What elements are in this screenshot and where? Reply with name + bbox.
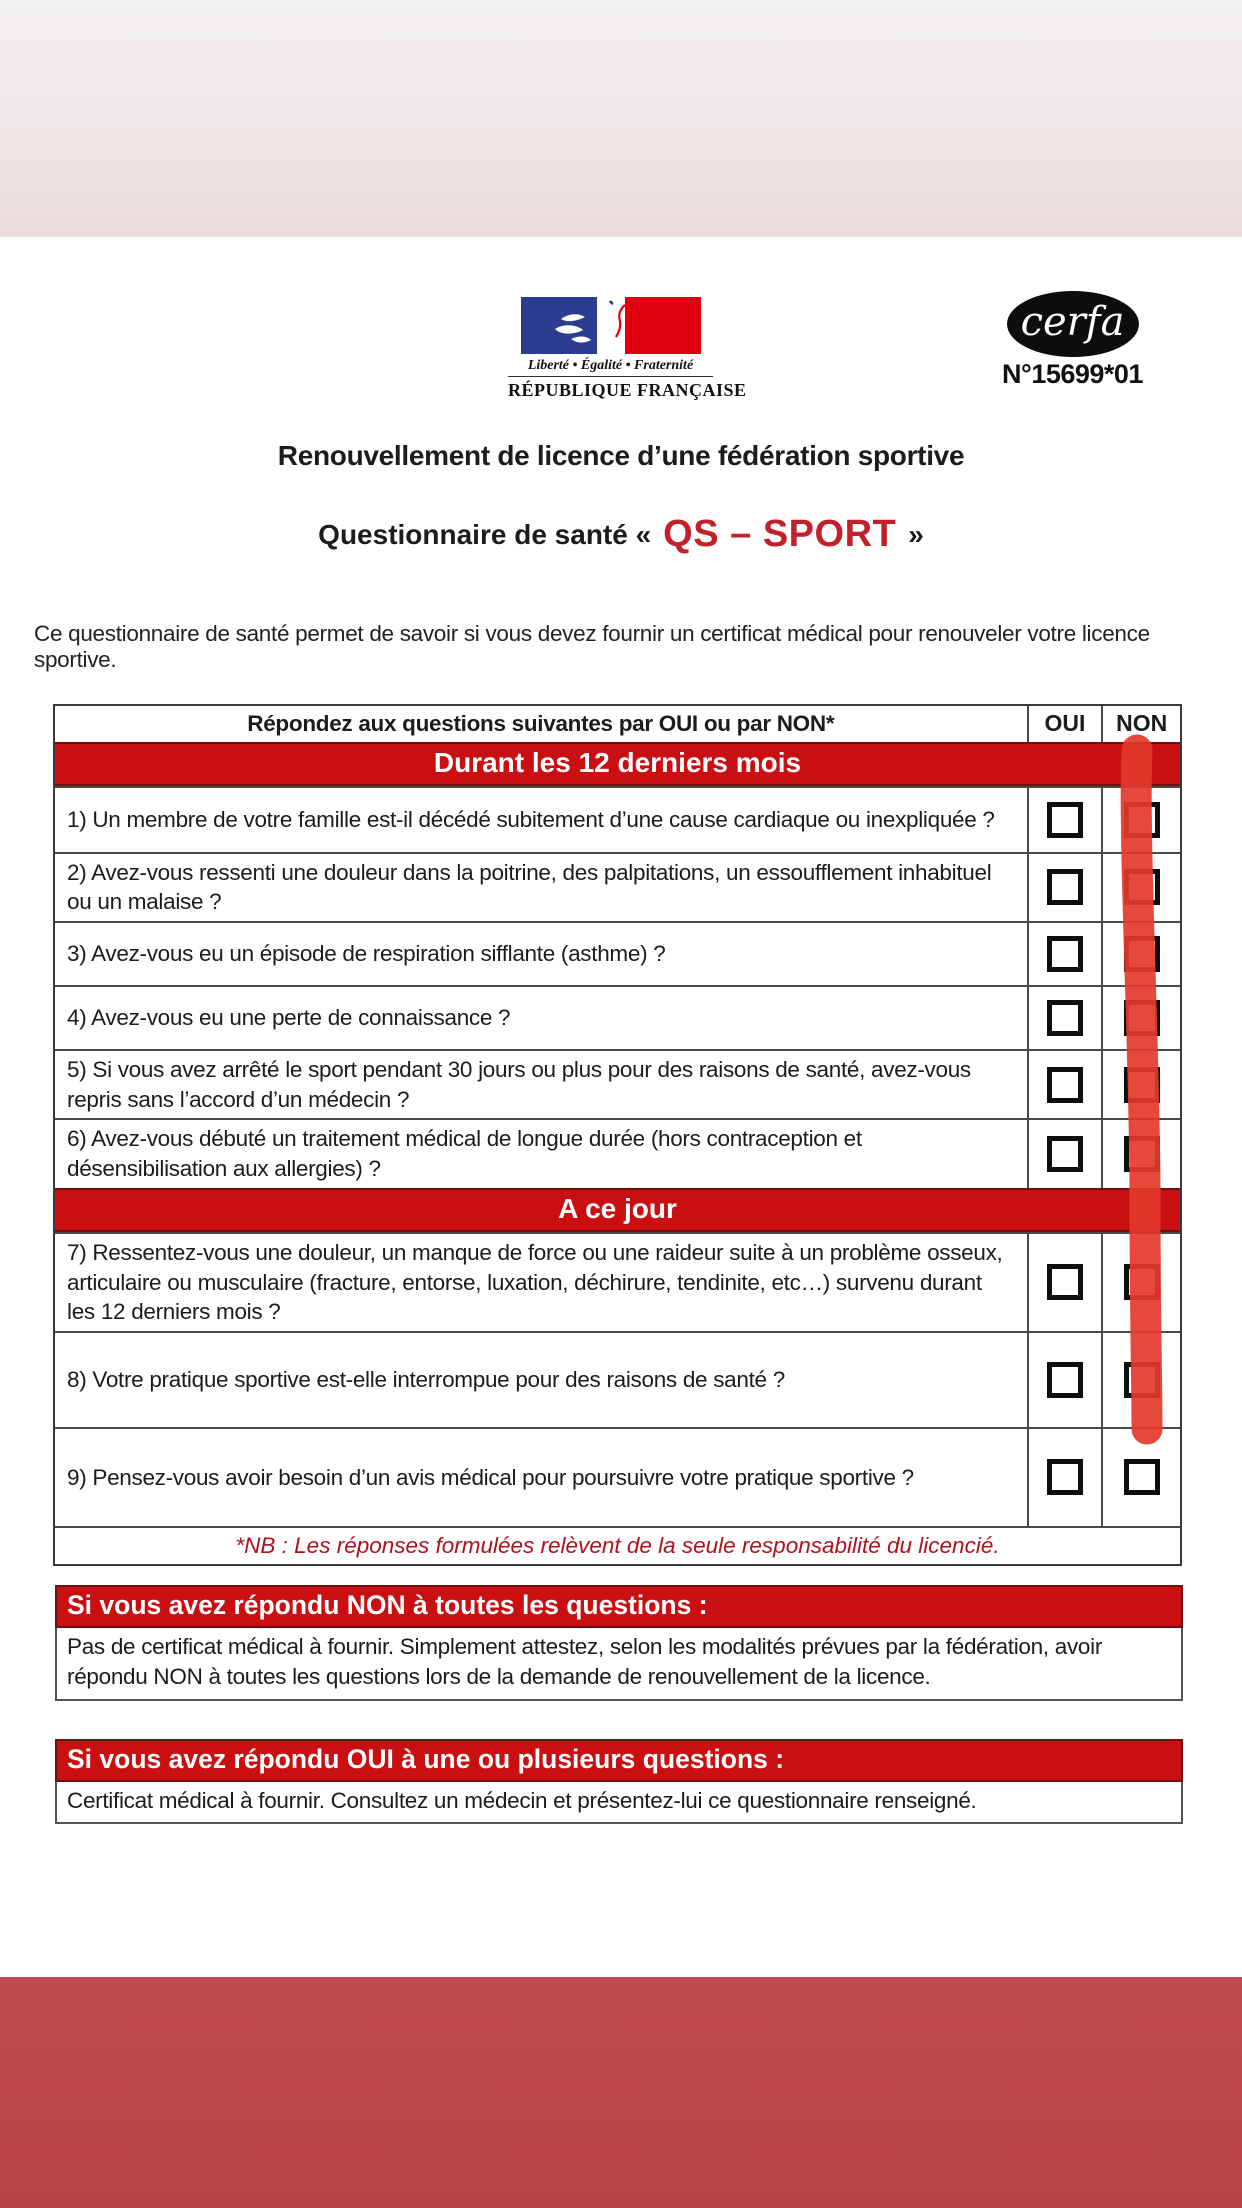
nb-footnote: *NB : Les réponses formulées relèvent de la seule responsabilité du licencié. — [55, 1526, 1180, 1564]
checkbox-q3-oui[interactable] — [1047, 936, 1083, 972]
question-text: 2) Avez-vous ressenti une douleur dans la poitrine, des palpitations, un essoufflement inhabituel ou un malaise ? — [67, 859, 992, 915]
questionnaire-table — [53, 704, 1182, 1566]
republique-francaise-logo — [508, 297, 747, 401]
header-question-label: Répondez aux questions suivantes par OUI ou par NON* — [247, 711, 835, 736]
section-header-today: A ce jour — [55, 1188, 1180, 1232]
checkbox-q9-oui[interactable] — [1047, 1459, 1083, 1495]
question-text: 6) Avez-vous débuté un traitement médical de longue durée (hors contraception et désensibilisation aux allergies) ? — [67, 1126, 862, 1182]
cerfa-number: N°15699*01 — [1002, 359, 1143, 389]
question-text: 3) Avez-vous eu un épisode de respiration sifflante (asthme) ? — [67, 941, 666, 967]
banner-oui-body: Certificat médical à fournir. Consultez un médecin et présentez-lui ce questionnaire renseigné. — [55, 1782, 1183, 1824]
question-row-1 — [55, 786, 1180, 852]
section-header-12-months: Durant les 12 derniers mois — [55, 742, 1180, 786]
document-subtitle — [0, 513, 1242, 556]
checkbox-q8-non[interactable] — [1124, 1362, 1160, 1398]
question-row-3 — [55, 921, 1180, 985]
question-text: 5) Si vous avez arrêté le sport pendant 30 jours ou plus pour des raisons de santé, avez-vous repris sans l’accord d’un médecin ? — [67, 1057, 971, 1112]
checkbox-q8-oui[interactable] — [1047, 1362, 1083, 1398]
photo-background-bottom — [0, 1977, 1242, 2208]
banner-non-body: Pas de certificat médical à fournir. Simplement attestez, selon les modalités prévues par la fédération, avoir répondu NON à toutes les questions lors de la demande de renouvellement de la licence. — [55, 1628, 1183, 1701]
question-text: 1) Un membre de votre famille est-il décédé subitement d’une cause cardiaque ou inexpliquée ? — [67, 806, 995, 832]
checkbox-q2-oui[interactable] — [1047, 869, 1083, 905]
checkbox-q7-non[interactable] — [1124, 1264, 1160, 1300]
question-row-8 — [55, 1331, 1180, 1427]
cerfa-oval-icon: cerfa — [1007, 291, 1139, 357]
question-row-7 — [55, 1232, 1180, 1331]
question-text: 7) Ressentez-vous une douleur, un manque de force ou une raideur suite à un problème osseux, articulaire ou musculaire (fracture, entorse, luxation, déchirure, tendinite, etc…) survenu durant les 12 derniers mois ? — [67, 1239, 1003, 1325]
subtitle-qs-sport: QS – SPORT — [663, 513, 897, 555]
checkbox-q4-oui[interactable] — [1047, 1000, 1083, 1036]
rf-motto: Liberté • Égalité • Fraternité — [508, 358, 713, 377]
checkbox-q5-oui[interactable] — [1047, 1067, 1083, 1103]
banner-non-title: Si vous avez répondu NON à toutes les questions : — [55, 1585, 1183, 1628]
checkbox-q7-oui[interactable] — [1047, 1264, 1083, 1300]
document-title: Renouvellement de licence d’une fédération sportive — [277, 440, 965, 471]
checkbox-q5-non[interactable] — [1124, 1067, 1160, 1103]
checkbox-q2-non[interactable] — [1124, 869, 1160, 905]
question-row-4 — [55, 985, 1180, 1049]
document-page — [0, 237, 1242, 1977]
photo-background-top — [0, 0, 1242, 237]
checkbox-q9-non[interactable] — [1124, 1459, 1160, 1495]
french-flag-marianne-icon — [521, 297, 701, 354]
question-row-9 — [55, 1427, 1180, 1526]
question-row-2 — [55, 852, 1180, 921]
checkbox-q3-non[interactable] — [1124, 936, 1160, 972]
checkbox-q1-oui[interactable] — [1047, 802, 1083, 838]
table-header-row — [55, 706, 1180, 742]
header-non-label: NON — [1101, 706, 1180, 742]
cerfa-logo — [1000, 291, 1145, 390]
question-text: 9) Pensez-vous avoir besoin d’un avis médical pour poursuivre votre pratique sportive ? — [67, 1464, 914, 1490]
subtitle-suffix: » — [908, 518, 924, 550]
banner-oui-title: Si vous avez répondu OUI à une ou plusieurs questions : — [55, 1739, 1183, 1782]
banner-answered-non — [55, 1585, 1183, 1701]
question-row-5 — [55, 1049, 1180, 1118]
rf-name: RÉPUBLIQUE FRANÇAISE — [508, 380, 747, 400]
checkbox-q1-non[interactable] — [1124, 802, 1160, 838]
checkbox-q6-oui[interactable] — [1047, 1136, 1083, 1172]
question-row-6 — [55, 1118, 1180, 1187]
header-oui-label: OUI — [1027, 706, 1102, 742]
subtitle-prefix: Questionnaire de santé « — [318, 518, 652, 550]
intro-paragraph: Ce questionnaire de santé permet de savoir si vous devez fournir un certificat médical pour renouveler votre licence sportive. — [34, 621, 1150, 672]
question-text: 4) Avez-vous eu une perte de connaissance ? — [67, 1005, 511, 1031]
checkbox-q4-non[interactable] — [1124, 1000, 1160, 1036]
banner-answered-oui — [55, 1739, 1183, 1824]
question-text: 8) Votre pratique sportive est-elle interrompue pour des raisons de santé ? — [67, 1367, 785, 1393]
checkbox-q6-non[interactable] — [1124, 1136, 1160, 1172]
